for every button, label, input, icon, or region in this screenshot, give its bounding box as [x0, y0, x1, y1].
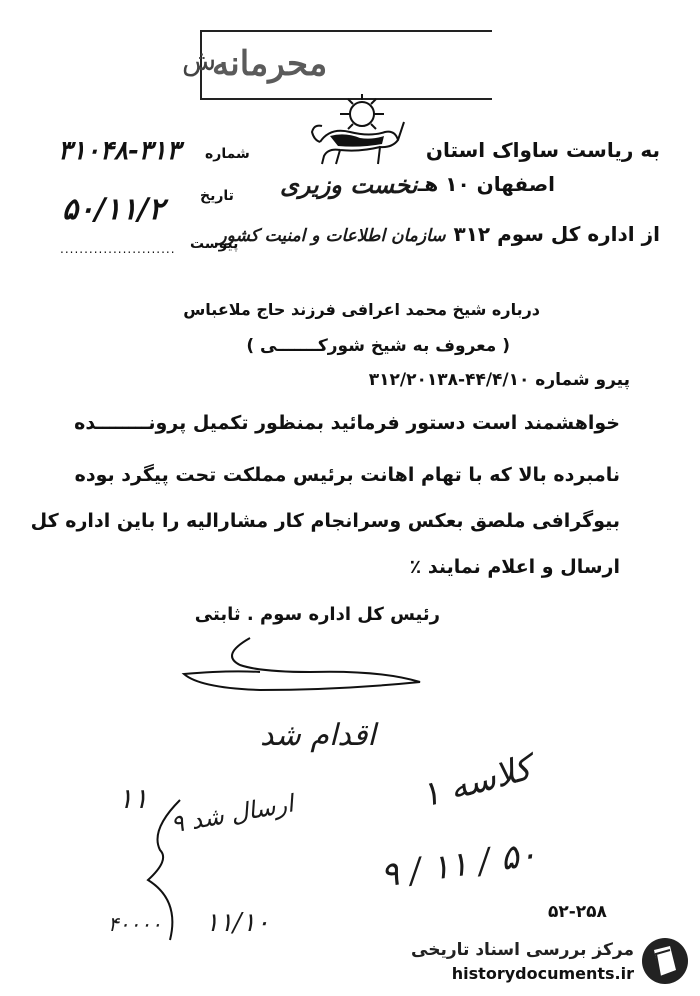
handwritten-prime-ministry: نخست وزیری — [280, 170, 418, 199]
archive-name: مرکز بررسی اسناد تاریخی — [411, 940, 634, 960]
signature-scribble-icon — [170, 630, 430, 710]
number-value: ۳۱۰۴۸-۳۱۳ — [58, 136, 181, 166]
number-label: شماره — [205, 146, 250, 162]
handwritten-note-2: ۱۱ — [118, 782, 149, 815]
stamp-edge-text: ش — [182, 44, 217, 77]
archive-book-icon — [640, 936, 690, 986]
handwritten-note-7: ۴۰۰۰۰ — [108, 912, 162, 936]
signature-line: رئیس کل اداره سوم . ثابتی — [194, 604, 440, 625]
handwritten-note-6: ۱۱/۱۰ — [205, 908, 270, 938]
date-value: ۵۰/۱۱/۲ — [62, 192, 165, 227]
body-line-2: نامبرده بالا که با تهام اهانت برئیس مملکت تحت پیگرد بوده — [74, 464, 620, 486]
archive-website: historydocuments.ir — [451, 964, 634, 983]
subject-line-3: پیرو شماره ۴۴/۴/۱۰-۳۱۲/۲۰۱۳۸ — [368, 370, 630, 390]
body-line-4: ارسال و اعلام نمایند ٪ — [409, 556, 620, 578]
addressee-line: به ریاست ساواک استان — [425, 138, 660, 162]
handwritten-note-3: ارسال شد ۹ — [168, 789, 296, 839]
handwritten-note-4: ۹ / ۱۱ / ۵۰ — [377, 834, 540, 896]
addressee-line-2: اصفهان ۱۰ هـ — [417, 172, 555, 196]
handwritten-note-5: کلاسه ۱ — [416, 748, 536, 816]
date-label: تاریخ — [200, 188, 234, 204]
body-line-3: بیوگرافی ملصق بعکس وسرانجام کار مشارالیه را باین اداره کل — [30, 510, 620, 532]
body-line-1: خواهشمند است دستور فرمائید بمنظور تکمیل پرونــــــــده — [74, 412, 620, 434]
archive-footer-logo — [410, 934, 690, 990]
stamp-text: محرمانه — [212, 44, 328, 84]
attachment-dots: ........................ — [60, 242, 176, 256]
sender-prefix: از اداره کل سوم ۳۱۲ — [453, 222, 660, 246]
document-code: ۵۲-۲۵۸ — [548, 902, 607, 922]
handwritten-stroke-icon — [140, 790, 220, 950]
subject-line-1: درباره شیخ محمد اعرافی فرزند حاج ملاعباس — [183, 300, 540, 319]
confidential-stamp — [182, 30, 492, 100]
handwritten-note-1: اقدام شد — [260, 718, 376, 753]
sender-line — [218, 222, 660, 246]
subject-line-2: ( معروف به شیخ شورکـــــــی ) — [246, 336, 510, 356]
attachment-label: پیوست — [190, 236, 239, 252]
sender-org: سازمان اطلاعات و امنیت کشور — [218, 226, 446, 246]
lion-sun-emblem-icon — [300, 92, 410, 172]
